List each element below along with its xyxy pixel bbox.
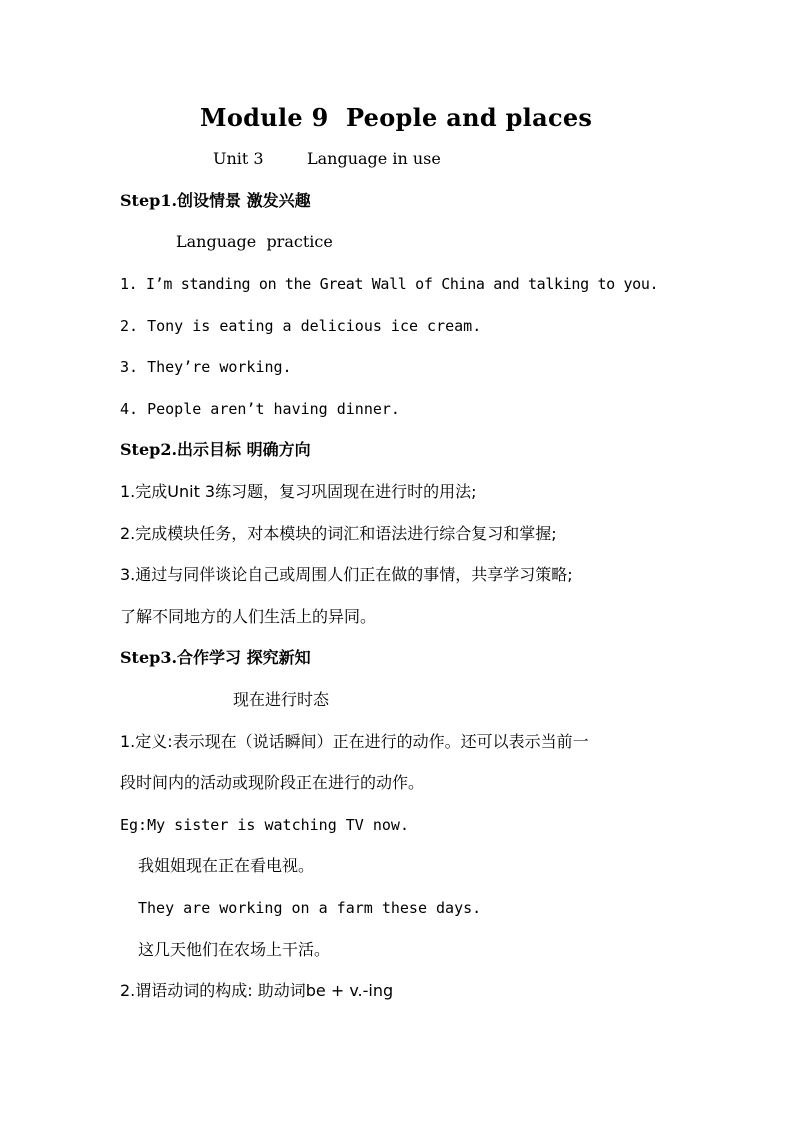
example-chinese: 我姐姐现在正在看电视。 bbox=[138, 856, 315, 875]
definition-line: 段时间内的活动或现阶段正在进行的动作。 bbox=[120, 773, 425, 792]
goal-item: 2.完成模块任务，对本模块的词汇和语法进行综合复习和掌握; bbox=[120, 524, 557, 543]
sentence-item: 2. Tony is eating a delicious ice cream. bbox=[120, 317, 482, 335]
unit-label: Unit 3 bbox=[213, 149, 264, 168]
example-english: They are working on a farm these days. bbox=[138, 899, 482, 917]
step1-subheading: Language practice bbox=[176, 232, 333, 251]
goal-item: 了解不同地方的人们生活上的异同。 bbox=[120, 607, 377, 626]
sentence-item: 4. People aren’t having dinner. bbox=[120, 400, 400, 418]
page-title: Module 9 People and places bbox=[200, 103, 593, 132]
grammar-topic: 现在进行时态 bbox=[233, 690, 330, 709]
sentence-item: 1. I’m standing on the Great Wall of China and talking to you. bbox=[120, 275, 659, 293]
goal-item: 1.完成Unit 3练习题，复习巩固现在进行时的用法; bbox=[120, 482, 477, 501]
verb-structure: 2.谓语动词的构成: 助动词be + v.-ing bbox=[120, 981, 394, 1000]
step1-heading: Step1.创设情景 激发兴趣 bbox=[120, 191, 311, 210]
step3-heading: Step3.合作学习 探究新知 bbox=[120, 648, 311, 667]
example-english: Eg:My sister is watching TV now. bbox=[120, 816, 409, 834]
step2-heading: Step2.出示目标 明确方向 bbox=[120, 440, 311, 459]
definition-line: 1.定义:表示现在（说话瞬间）正在进行的动作。还可以表示当前一 bbox=[120, 732, 589, 751]
example-chinese: 这几天他们在农场上干活。 bbox=[138, 940, 331, 959]
unit-topic: Language in use bbox=[307, 149, 441, 168]
sentence-item: 3. They’re working. bbox=[120, 358, 292, 376]
goal-item: 3.通过与同伴谈论自己或周围人们正在做的事情，共享学习策略; bbox=[120, 565, 573, 584]
